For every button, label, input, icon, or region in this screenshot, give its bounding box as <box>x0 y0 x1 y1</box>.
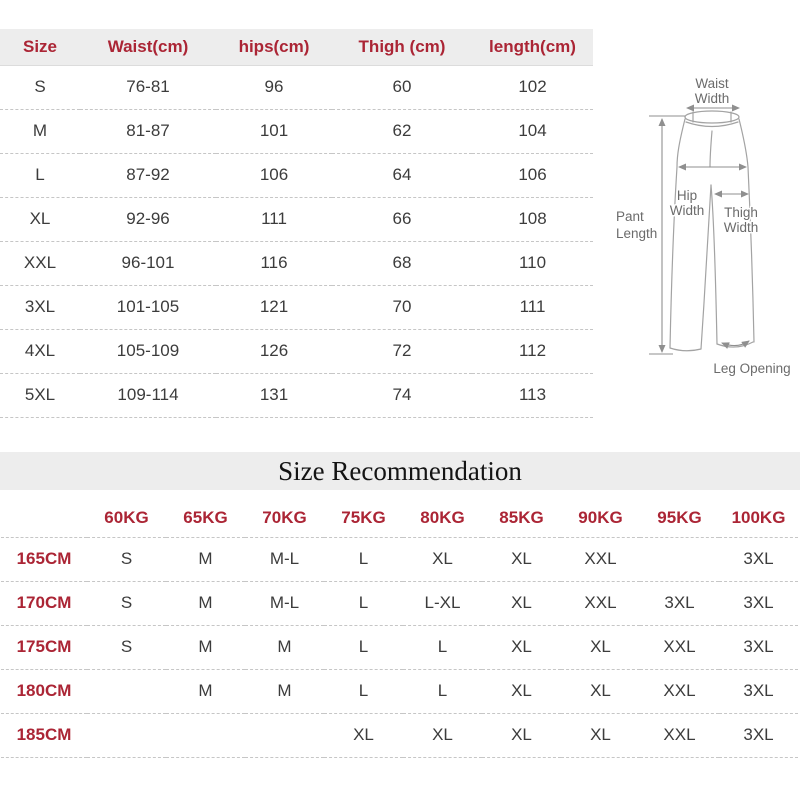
cell-size: 5XL <box>24 385 56 404</box>
row-header-height: 175CM <box>16 637 72 656</box>
cell-size-rec: XL <box>511 549 532 568</box>
cell-size-rec: XL <box>590 637 611 656</box>
size-spec-table <box>0 29 593 418</box>
cell-size-rec <box>166 713 245 757</box>
column-header-thigh: Thigh (cm) <box>332 29 472 65</box>
cell-size-rec: M <box>277 637 292 656</box>
cell-size: XL <box>29 209 51 228</box>
cell-hips: 106 <box>259 165 289 184</box>
cell-length: 102 <box>518 77 547 96</box>
table-row <box>0 241 593 285</box>
cell-size-rec: XL <box>590 681 611 700</box>
column-header-size: Size <box>0 29 80 65</box>
cell-size-rec: XL <box>353 725 374 744</box>
leg-opening-label: Leg Opening <box>713 361 791 376</box>
cell-thigh: 74 <box>392 385 412 404</box>
cell-size-rec: L <box>358 681 369 700</box>
cell-size-rec: L <box>358 593 369 612</box>
corner-cell <box>1 500 87 537</box>
cell-size-rec: L <box>437 681 448 700</box>
cell-waist: 101-105 <box>116 297 180 316</box>
cell-thigh: 60 <box>392 77 412 96</box>
cell-size-rec: XXL <box>663 637 696 656</box>
cell-length: 110 <box>518 253 547 272</box>
cell-waist: 92-96 <box>126 209 170 228</box>
table-row <box>0 65 593 109</box>
table-row <box>0 285 593 329</box>
cell-size-rec <box>87 669 166 713</box>
column-header-weight: 75KG <box>341 508 386 528</box>
pant-length-label: Length <box>616 226 658 241</box>
cell-size-rec: XL <box>511 637 532 656</box>
size-recommendation-table <box>1 500 798 758</box>
row-header-height: 185CM <box>16 725 72 744</box>
table-row <box>1 581 798 625</box>
cell-length: 111 <box>519 297 546 316</box>
thigh-width-label: Width <box>723 220 759 235</box>
cell-size-rec <box>640 537 719 581</box>
pant-length-label: Pant <box>616 209 644 224</box>
cell-size: L <box>35 165 45 184</box>
cell-size: XXL <box>23 253 57 272</box>
cell-size-rec: XL <box>511 593 532 612</box>
column-header-weight: 65KG <box>183 508 228 528</box>
cell-size-rec: L <box>437 637 448 656</box>
cell-hips: 111 <box>261 209 287 228</box>
column-header-length: length(cm) <box>472 29 593 65</box>
cell-hips: 101 <box>259 121 289 140</box>
cell-size-rec: M <box>198 637 213 656</box>
column-header-weight: 70KG <box>262 508 307 528</box>
table-row <box>1 537 798 581</box>
cell-waist: 109-114 <box>117 385 179 404</box>
cell-size-rec: XXL <box>663 681 696 700</box>
table-row <box>0 329 593 373</box>
cell-size-rec: XXL <box>584 549 617 568</box>
cell-size-rec: S <box>120 637 133 656</box>
column-header-hips: hips(cm) <box>216 29 332 65</box>
cell-thigh: 72 <box>392 341 412 360</box>
section-title: Size Recommendation <box>278 455 522 486</box>
cell-waist: 105-109 <box>116 341 180 360</box>
cell-size-rec: L <box>358 549 369 568</box>
cell-size: M <box>32 121 48 140</box>
table-row <box>1 669 798 713</box>
column-header-weight: 80KG <box>420 508 465 528</box>
cell-size-rec: M-L <box>269 593 300 612</box>
pants-measurement-diagram <box>600 55 800 385</box>
cell-size-rec: L <box>358 637 369 656</box>
cell-length: 104 <box>518 121 547 140</box>
row-header-height: 165CM <box>16 549 72 568</box>
cell-size-rec: XL <box>432 549 453 568</box>
cell-length: 108 <box>518 209 547 228</box>
hip-width-label: Width <box>669 203 705 218</box>
cell-size-rec: M <box>198 681 213 700</box>
column-header-weight: 60KG <box>104 508 149 528</box>
cell-size-rec: M <box>277 681 292 700</box>
hip-width-label: Hip <box>676 188 698 203</box>
cell-size-rec <box>87 713 166 757</box>
cell-thigh: 68 <box>392 253 412 272</box>
cell-thigh: 64 <box>392 165 412 184</box>
cell-hips: 126 <box>259 341 289 360</box>
cell-size: 4XL <box>24 341 56 360</box>
cell-size-rec: 3XL <box>664 593 695 612</box>
waist-width-label: Waist <box>695 76 729 91</box>
cell-waist: 81-87 <box>126 121 170 140</box>
cell-waist: 96-101 <box>121 253 175 272</box>
cell-size: 3XL <box>24 297 56 316</box>
table-row <box>0 373 593 417</box>
cell-size-rec: M <box>198 549 213 568</box>
cell-thigh: 62 <box>392 121 412 140</box>
cell-thigh: 66 <box>392 209 412 228</box>
column-header-weight: 85KG <box>499 508 544 528</box>
column-header-waist: Waist(cm) <box>80 29 216 65</box>
cell-length: 106 <box>518 165 547 184</box>
cell-thigh: 70 <box>392 297 412 316</box>
cell-size-rec: L-XL <box>424 593 461 612</box>
row-header-height: 170CM <box>16 593 72 612</box>
cell-size-rec: XXL <box>584 593 617 612</box>
size-recommendation-band <box>0 452 800 490</box>
cell-hips: 131 <box>259 385 289 404</box>
cell-size-rec <box>245 713 324 757</box>
weight-header-row <box>1 500 798 537</box>
column-header-weight: 100KG <box>731 508 786 528</box>
cell-size-rec: XL <box>590 725 611 744</box>
table-row <box>1 713 798 757</box>
cell-waist: 87-92 <box>126 165 170 184</box>
cell-size-rec: 3XL <box>743 725 774 744</box>
table-row <box>1 625 798 669</box>
cell-size-rec: S <box>120 593 133 612</box>
cell-size-rec: XXL <box>663 725 696 744</box>
row-header-height: 180CM <box>16 681 72 700</box>
column-header-weight: 95KG <box>657 508 702 528</box>
table-row <box>0 109 593 153</box>
cell-length: 113 <box>518 385 547 404</box>
cell-waist: 76-81 <box>126 77 170 96</box>
cell-length: 112 <box>518 341 547 360</box>
cell-size-rec: S <box>120 549 133 568</box>
cell-hips: 96 <box>264 77 284 96</box>
cell-hips: 121 <box>259 297 289 316</box>
cell-size-rec: XL <box>511 725 532 744</box>
cell-size-rec: XL <box>511 681 532 700</box>
cell-size-rec: 3XL <box>743 549 774 568</box>
cell-hips: 116 <box>260 253 288 272</box>
cell-size-rec: 3XL <box>743 593 774 612</box>
column-header-weight: 90KG <box>578 508 623 528</box>
table-row <box>0 197 593 241</box>
table-row <box>0 153 593 197</box>
cell-size: S <box>34 77 46 96</box>
cell-size-rec: XL <box>432 725 453 744</box>
waist-width-label: Width <box>694 91 730 106</box>
cell-size-rec: M <box>198 593 213 612</box>
cell-size-rec: 3XL <box>743 637 774 656</box>
cell-size-rec: 3XL <box>743 681 774 700</box>
cell-size-rec: M-L <box>269 549 300 568</box>
size-spec-header-row <box>0 29 593 65</box>
thigh-width-label: Thigh <box>724 205 758 220</box>
